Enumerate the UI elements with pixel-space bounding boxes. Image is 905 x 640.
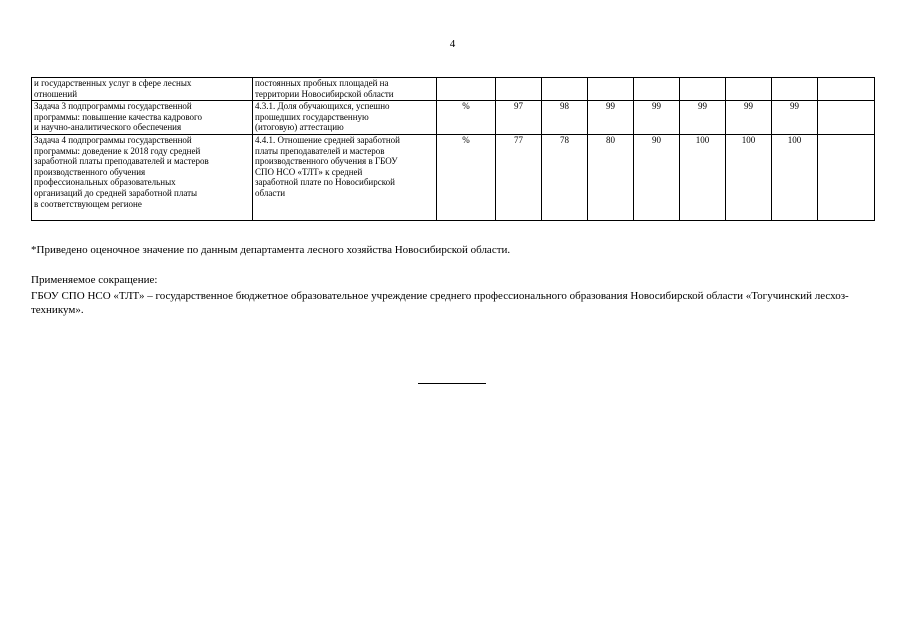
task-cell: Задача 3 подпрограммы государственной программы: повышение качества кадрового и научно-аналитического обеспечения	[32, 101, 253, 135]
table-row	[32, 78, 875, 101]
value-cell: 99	[634, 101, 680, 135]
value-cell: 98	[542, 101, 588, 135]
value-cell: 90	[634, 135, 680, 221]
value-cell: 100	[772, 135, 818, 221]
indicator-cell: 4.4.1. Отношение средней заработной платы преподавателей и мастеров производственного обучения в ГБОУ СПО НСО «ТЛТ» к средней заработной плате по Новосибирской области	[253, 135, 437, 221]
value-cell: 77	[496, 135, 542, 221]
value-cell: 99	[726, 101, 772, 135]
value-cell: 78	[542, 135, 588, 221]
unit-cell: %	[437, 101, 496, 135]
end-divider	[418, 383, 486, 384]
unit-cell: %	[437, 135, 496, 221]
value-cell	[680, 78, 726, 101]
task-cell: и государственных услуг в сфере лесных отношений	[32, 78, 253, 101]
indicator-cell: постоянных пробных площадей на территории Новосибирской области	[253, 78, 437, 101]
footnote: *Приведено оценочное значение по данным департамента лесного хозяйства Новосибирской области.	[31, 244, 511, 256]
indicator-cell: 4.3.1. Доля обучающихся, успешно прошедших государственную (итоговую) аттестацию	[253, 101, 437, 135]
value-cell: 99	[680, 101, 726, 135]
value-cell	[772, 78, 818, 101]
value-cell: 99	[588, 101, 634, 135]
table-row	[32, 135, 875, 221]
value-cell	[588, 78, 634, 101]
abbreviation-text: ГБОУ СПО НСО «ТЛТ» – государственное бюджетное образовательное учреждение среднего профессионального образования Новосибирской области «Тогучинский лесхоз-техникум».	[31, 290, 849, 316]
value-cell	[542, 78, 588, 101]
unit-cell	[437, 78, 496, 101]
value-cell	[818, 78, 875, 101]
value-cell	[818, 101, 875, 135]
value-cell: 100	[726, 135, 772, 221]
page-number: 4	[449, 38, 456, 50]
value-cell: 99	[772, 101, 818, 135]
value-cell: 97	[496, 101, 542, 135]
value-cell: 100	[680, 135, 726, 221]
value-cell	[634, 78, 680, 101]
value-cell: 80	[588, 135, 634, 221]
value-cell	[726, 78, 772, 101]
indicators-table	[31, 77, 875, 221]
value-cell	[496, 78, 542, 101]
task-cell: Задача 4 подпрограммы государственной программы: доведение к 2018 году средней заработной платы преподавателей и мастеров производственного обучения профессиональных образовательных организаций до средней заработной платы в соответствующем регионе	[32, 135, 253, 221]
value-cell	[818, 135, 875, 221]
abbreviation-heading: Применяемое сокращение:	[31, 274, 158, 286]
table-row	[32, 101, 875, 135]
